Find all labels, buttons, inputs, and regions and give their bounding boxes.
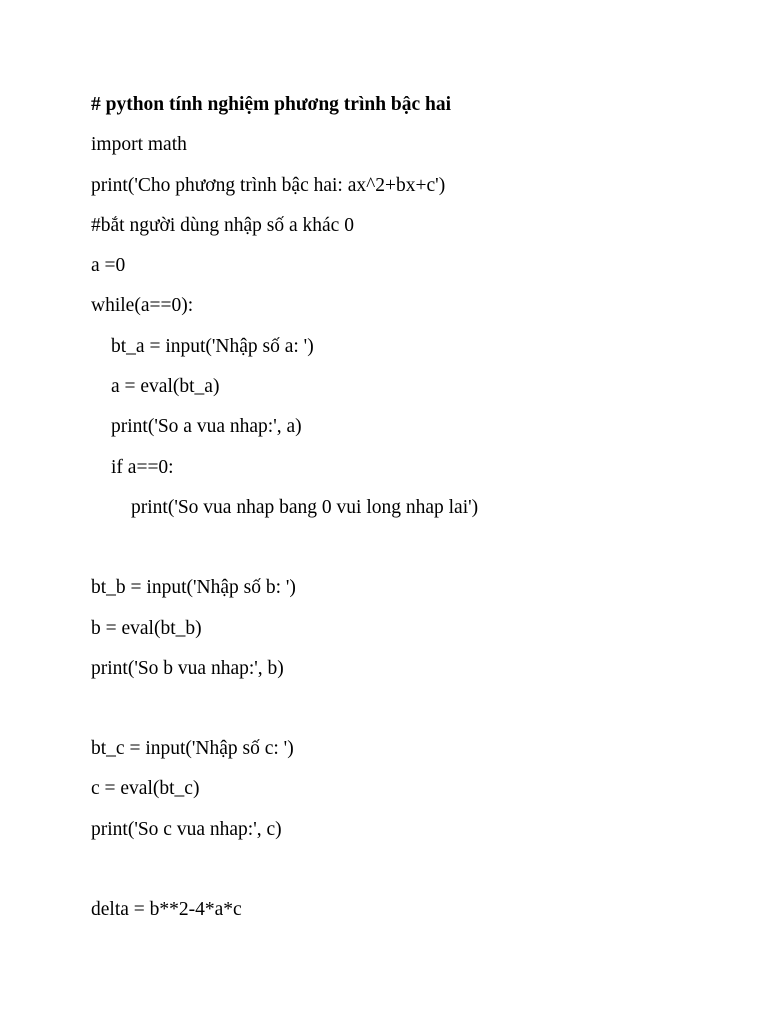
input-a-line: bt_a = input('Nhập số a: ') <box>111 335 314 357</box>
blank-line <box>91 535 731 575</box>
print-b-line: print('So b vua nhap:', b) <box>91 657 284 679</box>
input-c-line: bt_c = input('Nhập số c: ') <box>91 738 294 760</box>
blank-line <box>91 696 731 736</box>
delta-line: delta = b**2-4*a*c <box>91 899 242 921</box>
comment-input-a-line: #bắt người dùng nhập số a khác 0 <box>91 214 354 236</box>
import-line: import math <box>91 134 187 156</box>
input-b-line: bt_b = input('Nhập số b: ') <box>91 577 296 599</box>
eval-a-line: a = eval(bt_a) <box>111 376 220 398</box>
code-listing <box>91 92 731 937</box>
print-retry-line: print('So vua nhap bang 0 vui long nhap lai') <box>131 496 479 518</box>
blank-line <box>91 857 731 897</box>
print-a-line: print('So a vua nhap:', a) <box>111 416 302 438</box>
eval-c-line: c = eval(bt_c) <box>91 778 200 800</box>
while-line: while(a==0): <box>91 295 194 317</box>
assign-a-line: a =0 <box>91 255 126 277</box>
print-intro-line: print('Cho phương trình bậc hai: ax^2+bx+c') <box>91 174 446 196</box>
print-c-line: print('So c vua nhap:', c) <box>91 818 282 840</box>
if-a-zero-line: if a==0: <box>111 456 174 478</box>
eval-b-line: b = eval(bt_b) <box>91 617 202 639</box>
comment-title-line: # python tính nghiệm phương trình bậc hai <box>91 94 452 115</box>
